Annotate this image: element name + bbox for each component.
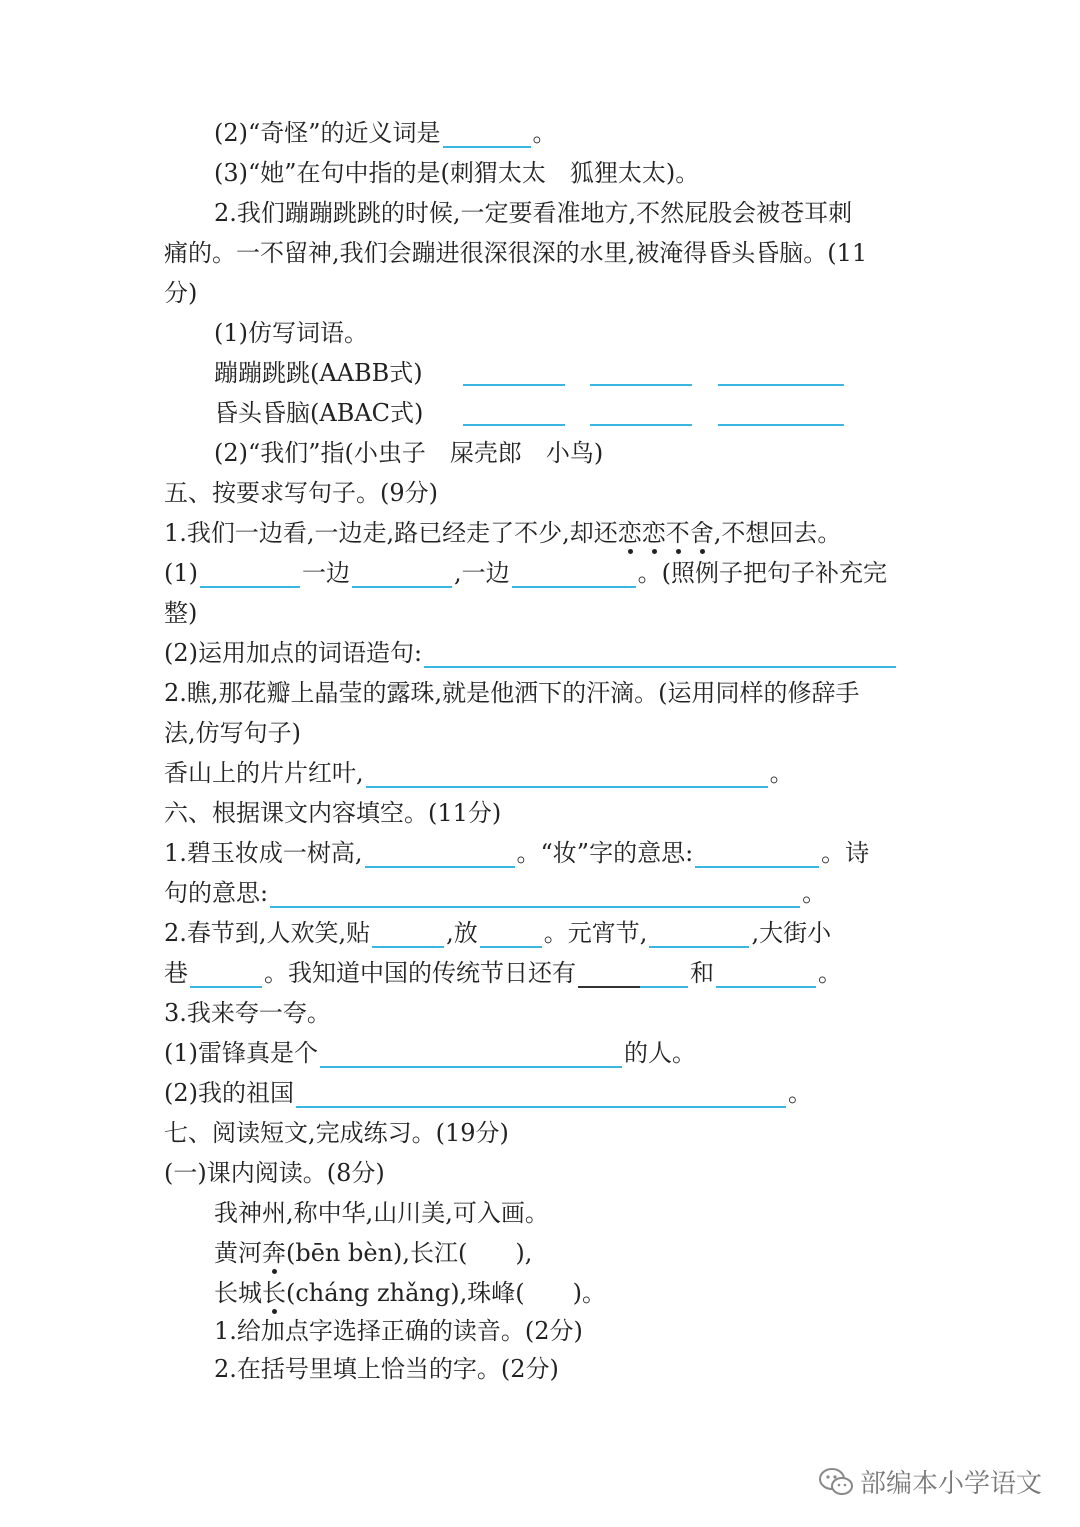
s5-q1-2: (2)运用加点的词语造句: — [164, 638, 898, 668]
s7-q1: 1.给加点字选择正确的读音。(2分) — [214, 1317, 583, 1345]
poem-line1: 我神州,称中华,山川美,可入画。 — [214, 1199, 549, 1227]
answer-blank[interactable] — [578, 960, 640, 988]
abac-blank-2[interactable] — [590, 398, 692, 426]
answer-blank[interactable] — [424, 640, 896, 668]
abac-blank-1[interactable] — [463, 398, 565, 426]
answer-blank[interactable] — [695, 840, 819, 868]
passage2-line2: 痛的。一不留神,我们会蹦进很深很深的水里,被淹得昏头昏脑。(11 — [164, 239, 868, 267]
answer-blank[interactable] — [296, 1080, 786, 1108]
q2-2-line: (2)“奇怪”的近义词是 。 — [214, 119, 557, 147]
passage2-line3: 分) — [164, 279, 198, 307]
s5-q1-1-cont: 整) — [164, 599, 198, 627]
answer-blank[interactable] — [352, 560, 452, 588]
aabb-blank-3[interactable] — [718, 358, 844, 386]
s7-q2: 2.在括号里填上恰当的字。(2分) — [214, 1355, 559, 1383]
s7-subtitle: (一)课内阅读。(8分) — [164, 1159, 385, 1187]
watermark — [818, 1463, 1042, 1500]
poem-line2: 黄河奔(bēn bèn),长江( ), — [214, 1239, 533, 1267]
s6-q3-1: (1)雷锋真是个 的人。 — [164, 1039, 696, 1067]
s6-q3-2: (2)我的祖国 。 — [164, 1079, 812, 1107]
s5-q2-line3: 香山上的片片红叶, 。 — [164, 759, 794, 787]
aabb-blank-1[interactable] — [463, 358, 565, 386]
q2-3-line: (3)“她”在句中指的是(刺猬太太 狐狸太太)。 — [214, 159, 700, 187]
answer-blank[interactable] — [270, 880, 800, 908]
answer-blank[interactable] — [640, 960, 688, 988]
section5-title: 五、按要求写句子。(9分) — [164, 479, 438, 507]
answer-blank[interactable] — [366, 760, 768, 788]
answer-blank[interactable] — [365, 840, 515, 868]
passage2-line1: 2.我们蹦蹦跳跳的时候,一定要看准地方,不然屁股会被苍耳刺 — [214, 199, 853, 227]
answer-blank[interactable] — [190, 960, 262, 988]
answer-blank[interactable] — [512, 560, 636, 588]
answer-blank[interactable] — [649, 920, 749, 948]
aabb-line: 蹦蹦跳跳(AABB式) — [214, 359, 423, 387]
section6-title: 六、根据课文内容填空。(11分) — [164, 799, 502, 827]
answer-blank[interactable] — [443, 120, 531, 148]
s5-q1: 1.我们一边看,一边走,路已经走了不少,却还恋恋不舍,不想回去。 — [164, 519, 842, 547]
answer-blank[interactable] — [480, 920, 542, 948]
abac-line: 昏头昏脑(ABAC式) — [214, 399, 424, 427]
s6-q1-line2: 句的意思: 。 — [164, 879, 827, 907]
watermark-text: 部编本小学语文 — [860, 1469, 1043, 1499]
section7-title: 七、阅读短文,完成练习。(19分) — [164, 1119, 509, 1147]
aabb-blank-2[interactable] — [590, 358, 692, 386]
poem-line3: 长城长(cháng zhǎng),珠峰( )。 — [214, 1279, 606, 1307]
answer-blank[interactable] — [716, 960, 816, 988]
s6-q3: 3.我来夸一夸。 — [164, 999, 331, 1027]
s6-q2-line1: 2.春节到,人欢笑,贴 ,放 。元宵节, ,大街小 — [164, 919, 832, 947]
abac-blank-3[interactable] — [718, 398, 844, 426]
s5-q2-line1: 2.瞧,那花瓣上晶莹的露珠,就是他洒下的汗滴。(运用同样的修辞手 — [164, 679, 860, 707]
p2-q1: (1)仿写词语。 — [214, 319, 368, 347]
p2-q2: (2)“我们”指(小虫子 屎壳郎 小鸟) — [214, 439, 604, 467]
answer-blank[interactable] — [320, 1040, 622, 1068]
answer-blank[interactable] — [200, 560, 300, 588]
answer-blank[interactable] — [372, 920, 444, 948]
s6-q1-line1: 1.碧玉妆成一树高, 。“妆”字的意思: 。诗 — [164, 839, 870, 867]
s5-q2-line2: 法,仿写句子) — [164, 719, 301, 747]
wechat-icon — [818, 1467, 854, 1497]
s6-q2-line2: 巷 。我知道中国的传统节日还有 和 。 — [164, 959, 842, 987]
s5-q1-1: (1) 一边 ,一边 。(照例子把句子补充完 — [164, 559, 888, 587]
